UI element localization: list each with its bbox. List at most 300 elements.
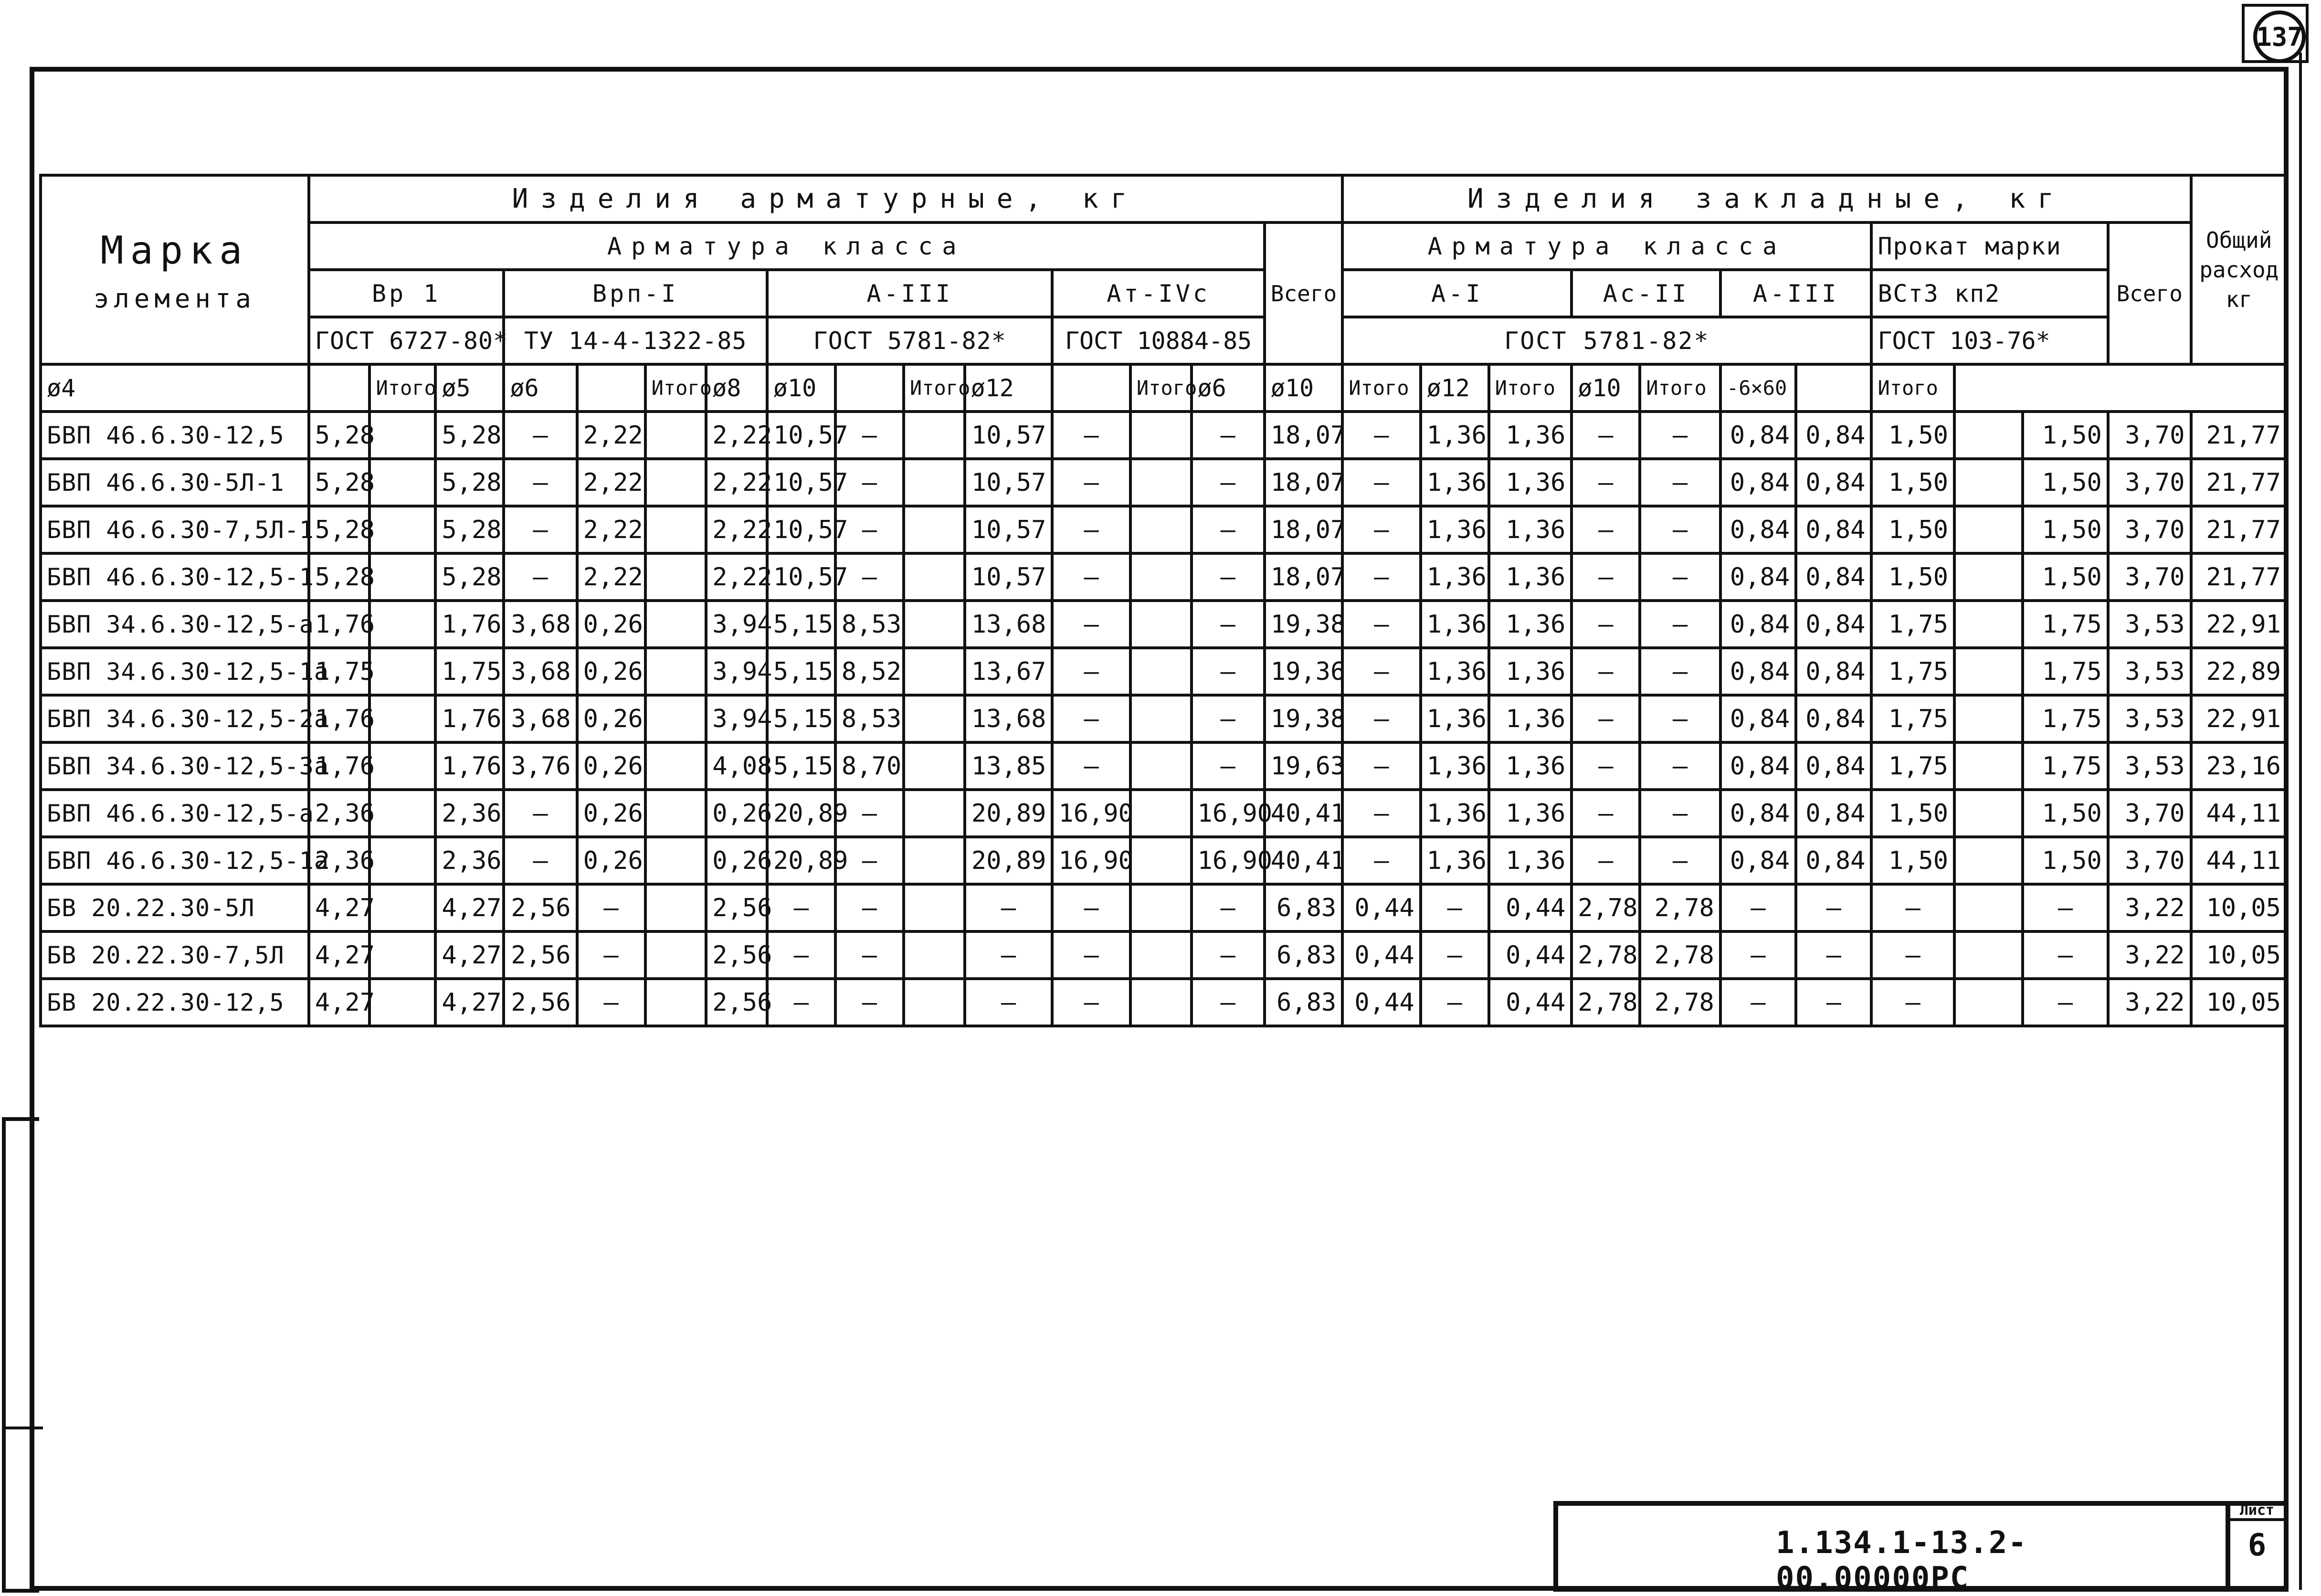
table-cell: [369, 931, 435, 979]
table-cell: 5,28: [435, 506, 504, 553]
table-cell: 2,22: [706, 506, 767, 553]
table-cell: 3,94: [706, 601, 767, 648]
class-a1: А-I: [1342, 270, 1572, 317]
table-cell: —: [504, 412, 577, 459]
table-cell: [645, 742, 707, 790]
table-cell: —: [835, 837, 904, 884]
table-cell: 3,94: [706, 648, 767, 695]
table-cell: 1,75: [435, 648, 504, 695]
table-cell: [1954, 742, 2023, 790]
table-cell: 19,36: [1265, 648, 1342, 695]
table-cell: [1130, 412, 1192, 459]
sub-a1-d6: ø6: [1192, 364, 1265, 412]
table-cell: —: [767, 979, 835, 1026]
sheet-number: [2253, 11, 2306, 63]
table-cell: —: [1052, 695, 1130, 742]
table-row: [41, 459, 2287, 506]
table-cell: [369, 742, 435, 790]
table-cell: —: [1796, 931, 1871, 979]
std-a3: ГОСТ 5781-82*: [767, 317, 1053, 364]
table-cell: —: [1052, 979, 1130, 1026]
table-cell: 5,15: [767, 742, 835, 790]
sub-vr1-total: Итого: [369, 364, 435, 412]
table-cell: 4,27: [309, 884, 370, 931]
table-cell: 10,05: [2191, 931, 2287, 979]
table-cell: [1130, 553, 1192, 601]
table-cell: 2,22: [577, 506, 645, 553]
table-cell: 3,76: [504, 742, 577, 790]
col-header-vsego-embed: Всего: [2108, 222, 2191, 364]
sheet-value: 6: [2247, 1528, 2267, 1563]
table-cell: 1,36: [1421, 506, 1489, 553]
table-cell: —: [1342, 412, 1420, 459]
class-vr1: Вр 1: [309, 270, 504, 317]
table-cell: —: [1572, 648, 1640, 695]
table-cell: 1,36: [1489, 837, 1572, 884]
table-cell: 0,84: [1796, 553, 1871, 601]
table-cell: [1130, 648, 1192, 695]
table-cell: 3,53: [2108, 695, 2191, 742]
table-cell: 0,84: [1796, 742, 1871, 790]
sub-vst3-6x60: -6×60: [1720, 364, 1796, 412]
sub-a1-total: Итого: [1342, 364, 1420, 412]
table-cell: 5,28: [309, 459, 370, 506]
table-cell: 18,07: [1265, 459, 1342, 506]
table-row: [41, 884, 2287, 931]
sub-a1-d10: ø10: [1265, 364, 1342, 412]
sub-vr1-d4: ø4: [41, 364, 309, 412]
table-cell: 21,77: [2191, 553, 2287, 601]
table-cell: 1,76: [309, 742, 370, 790]
total-general-line3: кг: [2226, 286, 2252, 313]
table-cell: 1,36: [1489, 601, 1572, 648]
table-cell: —: [767, 931, 835, 979]
table-cell: —: [577, 979, 645, 1026]
table-cell: [1954, 979, 2023, 1026]
table-cell: 4,27: [435, 979, 504, 1026]
table-cell: 0,26: [706, 790, 767, 837]
table-cell: —: [1640, 837, 1720, 884]
table-cell: 4,27: [309, 931, 370, 979]
table-cell: —: [835, 459, 904, 506]
table-cell: 0,26: [577, 790, 645, 837]
table-cell: —: [1052, 459, 1130, 506]
table-cell: 5,15: [767, 695, 835, 742]
table-cell: 20,89: [767, 790, 835, 837]
table-cell: 1,36: [1421, 553, 1489, 601]
table-cell: [904, 459, 965, 506]
table-cell: 5,28: [435, 412, 504, 459]
header-embed-class: Арматура класса: [1342, 222, 1871, 270]
table-cell: 1,36: [1489, 790, 1572, 837]
table-cell: 1,36: [1489, 459, 1572, 506]
row-mark: БВ 20.22.30-5Л: [41, 884, 309, 931]
std-vr1: ГОСТ 6727-80*: [309, 317, 504, 364]
table-cell: [645, 931, 707, 979]
table-cell: —: [1640, 553, 1720, 601]
table-cell: —: [1871, 931, 1954, 979]
table-cell: —: [1720, 884, 1796, 931]
sub-ac2-total: Итого: [1489, 364, 1572, 412]
table-cell: 18,07: [1265, 506, 1342, 553]
table-cell: 1,36: [1421, 742, 1489, 790]
class-ac2: Ас-II: [1572, 270, 1720, 317]
table-cell: —: [1640, 742, 1720, 790]
table-cell: 8,52: [835, 648, 904, 695]
table-cell: —: [1572, 553, 1640, 601]
table-cell: 0,84: [1796, 648, 1871, 695]
table-cell: 10,05: [2191, 884, 2287, 931]
sub-empty: [1796, 364, 1871, 412]
table-cell: [1954, 790, 2023, 837]
table-cell: [369, 412, 435, 459]
table-cell: 21,77: [2191, 506, 2287, 553]
table-cell: [645, 459, 707, 506]
sub-vst3-total: Итого: [1871, 364, 1954, 412]
table-cell: 1,36: [1489, 648, 1572, 695]
table-cell: 3,53: [2108, 742, 2191, 790]
table-cell: 18,07: [1265, 553, 1342, 601]
table-cell: 22,89: [2191, 648, 2287, 695]
table-cell: 19,63: [1265, 742, 1342, 790]
table-cell: 1,36: [1421, 837, 1489, 884]
table-cell: [904, 742, 965, 790]
table-cell: 4,08: [706, 742, 767, 790]
table-cell: [904, 931, 965, 979]
table-cell: —: [1572, 459, 1640, 506]
table-cell: 2,78: [1572, 931, 1640, 979]
table-cell: 0,44: [1342, 931, 1420, 979]
sub-ac2-d12: ø12: [1421, 364, 1489, 412]
table-row: [41, 837, 2287, 884]
table-cell: [645, 837, 707, 884]
table-cell: —: [835, 931, 904, 979]
table-cell: —: [1052, 412, 1130, 459]
table-cell: 1,50: [1871, 506, 1954, 553]
table-cell: 2,56: [504, 931, 577, 979]
table-cell: —: [1192, 648, 1265, 695]
table-cell: 16,90: [1052, 837, 1130, 884]
sub-empty: [1052, 364, 1130, 412]
table-cell: [369, 601, 435, 648]
table-cell: [369, 837, 435, 884]
table-cell: [1130, 459, 1192, 506]
table-cell: 3,68: [504, 648, 577, 695]
table-cell: 8,53: [835, 695, 904, 742]
table-cell: 0,84: [1720, 648, 1796, 695]
row-mark: БВП 46.6.30-12,5-а: [41, 790, 309, 837]
row-mark: БВП 46.6.30-5Л-1: [41, 459, 309, 506]
table-cell: [904, 506, 965, 553]
table-cell: 4,27: [435, 931, 504, 979]
table-row: [41, 648, 2287, 695]
table-cell: —: [504, 837, 577, 884]
table-cell: 8,53: [835, 601, 904, 648]
table-cell: 2,22: [706, 412, 767, 459]
table-cell: 18,07: [1265, 412, 1342, 459]
mark-label-line1: Марка: [100, 228, 249, 273]
sub-empty: [835, 364, 904, 412]
row-mark: БВП 34.6.30-12,5-3а: [41, 742, 309, 790]
sub-a3e-total: Итого: [1640, 364, 1720, 412]
sheet-number-text: 137: [2256, 21, 2303, 52]
table-cell: —: [1192, 979, 1265, 1026]
table-cell: [904, 837, 965, 884]
table-cell: 44,11: [2191, 790, 2287, 837]
table-cell: —: [835, 412, 904, 459]
row-mark: БВП 34.6.30-12,5-2а: [41, 695, 309, 742]
table-row: [41, 742, 2287, 790]
table-cell: [1130, 790, 1192, 837]
table-cell: 1,50: [2023, 553, 2108, 601]
table-cell: 1,76: [309, 695, 370, 742]
table-cell: 22,91: [2191, 695, 2287, 742]
table-cell: —: [1342, 601, 1420, 648]
table-cell: 1,75: [2023, 601, 2108, 648]
table-cell: 20,89: [965, 790, 1053, 837]
class-at4c: Ат-IVс: [1052, 270, 1264, 317]
table-cell: 1,36: [1489, 553, 1572, 601]
table-cell: 6,83: [1265, 931, 1342, 979]
table-cell: —: [1192, 884, 1265, 931]
table-cell: 0,84: [1796, 790, 1871, 837]
table-row: [41, 412, 2287, 459]
table-cell: 1,36: [1489, 412, 1572, 459]
table-cell: [1130, 979, 1192, 1026]
table-cell: —: [2023, 884, 2108, 931]
table-cell: 3,53: [2108, 648, 2191, 695]
col-header-mark: [41, 175, 309, 364]
table-cell: 1,50: [1871, 412, 1954, 459]
sub-a3-d8: ø8: [706, 364, 767, 412]
std-embed: ГОСТ 5781-82*: [1342, 317, 1871, 364]
table-cell: [1954, 412, 2023, 459]
sub-vrp1-d5: ø5: [435, 364, 504, 412]
table-cell: —: [1640, 601, 1720, 648]
class-vst3: ВСт3 кп2: [1871, 270, 2108, 317]
table-cell: —: [2023, 931, 2108, 979]
table-cell: 40,41: [1265, 790, 1342, 837]
class-a3: А-III: [767, 270, 1053, 317]
table-cell: 5,28: [435, 553, 504, 601]
table-cell: [645, 553, 707, 601]
table-cell: —: [1342, 837, 1420, 884]
table-cell: 0,44: [1489, 979, 1572, 1026]
table-cell: 3,68: [504, 601, 577, 648]
table-cell: 0,44: [1342, 979, 1420, 1026]
table-cell: —: [1052, 506, 1130, 553]
table-cell: [645, 979, 707, 1026]
frame-outer-line: [2299, 53, 2302, 1590]
table-cell: 4,27: [309, 979, 370, 1026]
total-general-line1: Общий: [2206, 227, 2272, 253]
std-vrp1: ТУ 14-4-1322-85: [504, 317, 767, 364]
table-cell: [369, 979, 435, 1026]
table-cell: 0,26: [577, 837, 645, 884]
table-cell: 3,70: [2108, 459, 2191, 506]
table-cell: [1130, 884, 1192, 931]
table-cell: —: [835, 506, 904, 553]
table-cell: —: [1342, 506, 1420, 553]
table-cell: [1130, 837, 1192, 884]
table-cell: —: [504, 459, 577, 506]
table-cell: —: [1052, 648, 1130, 695]
table-cell: —: [965, 979, 1053, 1026]
row-mark: БВ 20.22.30-12,5: [41, 979, 309, 1026]
sub-a3-d10: ø10: [767, 364, 835, 412]
table-cell: 1,36: [1421, 459, 1489, 506]
total-general-line2: расход: [2199, 256, 2279, 283]
table-cell: 1,76: [435, 695, 504, 742]
table-cell: 1,50: [2023, 459, 2108, 506]
table-cell: [369, 553, 435, 601]
table-cell: —: [1342, 790, 1420, 837]
table-cell: —: [1342, 459, 1420, 506]
table-cell: 2,56: [706, 931, 767, 979]
table-cell: 1,36: [1489, 742, 1572, 790]
table-cell: [645, 790, 707, 837]
table-cell: 2,78: [1640, 931, 1720, 979]
table-cell: —: [1192, 459, 1265, 506]
table-cell: 1,50: [1871, 790, 1954, 837]
table-cell: 1,50: [2023, 506, 2108, 553]
table-cell: —: [1572, 790, 1640, 837]
sub-a3-total: Итого: [904, 364, 965, 412]
table-cell: —: [504, 506, 577, 553]
table-cell: —: [577, 884, 645, 931]
table-cell: —: [1640, 695, 1720, 742]
table-body: [41, 412, 2287, 1026]
table-cell: [645, 506, 707, 553]
std-rolled: ГОСТ 103-76*: [1871, 317, 2108, 364]
table-cell: [369, 506, 435, 553]
table-cell: 2,78: [1572, 979, 1640, 1026]
table-cell: [645, 648, 707, 695]
table-cell: [1954, 837, 2023, 884]
table-cell: 20,89: [767, 837, 835, 884]
table-cell: [369, 884, 435, 931]
table-row: [41, 601, 2287, 648]
sub-a3e-d10: ø10: [1572, 364, 1640, 412]
table-cell: 21,77: [2191, 459, 2287, 506]
table-cell: 0,84: [1796, 459, 1871, 506]
table-cell: —: [1572, 837, 1640, 884]
table-cell: 0,84: [1796, 601, 1871, 648]
row-mark: БВП 46.6.30-7,5Л-1: [41, 506, 309, 553]
table-cell: 0,26: [577, 695, 645, 742]
table-cell: 3,70: [2108, 553, 2191, 601]
header-rolled-brand: Прокат марки: [1871, 222, 2108, 270]
table-cell: 1,75: [1871, 742, 1954, 790]
table-cell: [645, 601, 707, 648]
table-cell: 6,83: [1265, 884, 1342, 931]
table-cell: 3,22: [2108, 931, 2191, 979]
table-cell: 1,50: [2023, 790, 2108, 837]
table-cell: 1,36: [1421, 790, 1489, 837]
table-cell: 23,16: [2191, 742, 2287, 790]
table-cell: 0,84: [1796, 412, 1871, 459]
table-cell: [904, 695, 965, 742]
table-cell: 19,38: [1265, 601, 1342, 648]
table-cell: —: [1572, 742, 1640, 790]
table-cell: 19,38: [1265, 695, 1342, 742]
table-cell: 3,70: [2108, 837, 2191, 884]
table-cell: 0,84: [1720, 506, 1796, 553]
table-cell: [369, 695, 435, 742]
table-cell: —: [1640, 790, 1720, 837]
row-mark: БВ 20.22.30-7,5Л: [41, 931, 309, 979]
table-cell: [904, 412, 965, 459]
table-cell: [1954, 884, 2023, 931]
table-cell: [369, 459, 435, 506]
table-cell: 1,36: [1489, 506, 1572, 553]
binding-strip: [2, 1117, 39, 1593]
sub-vrp1-total: Итого: [645, 364, 707, 412]
table-cell: [1954, 931, 2023, 979]
table-cell: —: [835, 884, 904, 931]
table-cell: —: [965, 931, 1053, 979]
table-cell: —: [1342, 553, 1420, 601]
table-cell: 2,56: [504, 884, 577, 931]
table-cell: [1130, 506, 1192, 553]
sub-empty: [577, 364, 645, 412]
class-a3-embed: А-III: [1720, 270, 1872, 317]
table-cell: 2,56: [706, 884, 767, 931]
table-cell: 1,76: [435, 742, 504, 790]
table-cell: 0,26: [577, 742, 645, 790]
table-cell: —: [1052, 931, 1130, 979]
table-cell: —: [1342, 695, 1420, 742]
table-cell: 1,50: [2023, 412, 2108, 459]
table-cell: —: [1720, 979, 1796, 1026]
table-cell: 5,28: [309, 412, 370, 459]
table-cell: —: [1572, 506, 1640, 553]
col-header-vsego-reinf: Всего: [1265, 222, 1342, 364]
table-cell: 10,57: [965, 506, 1053, 553]
col-header-total-general: [2191, 175, 2287, 364]
table-cell: 10,57: [767, 412, 835, 459]
table-cell: —: [1871, 979, 1954, 1026]
table-cell: 16,90: [1052, 790, 1130, 837]
table-cell: 3,94: [706, 695, 767, 742]
table-cell: [904, 884, 965, 931]
table-cell: —: [1796, 979, 1871, 1026]
table-cell: 40,41: [1265, 837, 1342, 884]
group-header-reinforcement: Изделия арматурные, кг: [309, 175, 1342, 222]
table-cell: 1,75: [2023, 695, 2108, 742]
table-cell: 5,28: [309, 506, 370, 553]
table-cell: —: [1052, 884, 1130, 931]
table-cell: 1,76: [435, 601, 504, 648]
table-cell: [904, 648, 965, 695]
table-row: [41, 979, 2287, 1026]
std-at4c: ГОСТ 10884-85: [1052, 317, 1264, 364]
table-cell: —: [1640, 506, 1720, 553]
table-cell: —: [504, 790, 577, 837]
table-cell: 1,75: [1871, 648, 1954, 695]
table-cell: 0,84: [1796, 837, 1871, 884]
table-cell: —: [2023, 979, 2108, 1026]
table-cell: —: [577, 931, 645, 979]
table-row: [41, 931, 2287, 979]
row-mark: БВП 46.6.30-12,5: [41, 412, 309, 459]
table-cell: 8,70: [835, 742, 904, 790]
table-cell: [1954, 459, 2023, 506]
table-cell: —: [965, 884, 1053, 931]
table-cell: [1954, 553, 2023, 601]
table-cell: 13,67: [965, 648, 1053, 695]
table-cell: 5,28: [309, 553, 370, 601]
